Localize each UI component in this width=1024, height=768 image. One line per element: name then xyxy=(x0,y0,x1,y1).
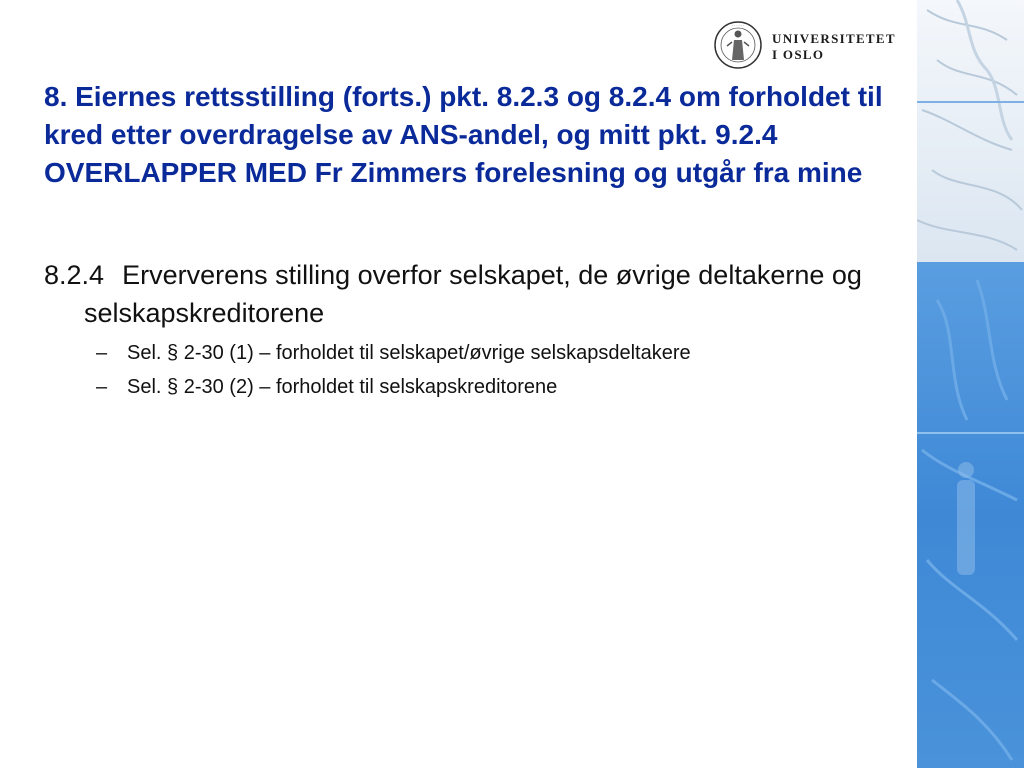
sub-bullet-dash: – xyxy=(96,342,108,364)
logo-text-line2: I OSLO xyxy=(772,47,825,62)
main-bullet-number: 8.2.4 xyxy=(44,260,105,290)
main-bullet-text: Erververens stilling overfor selskapet, de øvrige deltakerne og selskapskreditorene xyxy=(84,260,862,328)
slide-body xyxy=(44,256,904,406)
decorative-band-graphic xyxy=(917,0,1024,768)
sub-bullet-dash: – xyxy=(96,376,108,398)
sub-bullet-text: Sel. § 2-30 (1) – forholdet til selskapet/øvrige selskapsdeltakere xyxy=(127,342,691,364)
slide-title: 8. Eiernes rettsstilling (forts.) pkt. 8.2.3 og 8.2.4 om forholdet til kred etter overdragelse av ANS-andel, og mitt pkt. 9.2.4 OVERLAPPER MED Fr Zimmers forelesning og utgår fra mine xyxy=(44,81,883,188)
logo-text-line1: UNIVERSITETET xyxy=(772,31,896,46)
sub-bullet-list xyxy=(44,338,904,402)
svg-text:· · · · · ·: · · · · · · xyxy=(731,23,745,28)
university-seal-icon xyxy=(713,20,763,70)
sub-bullet-item xyxy=(44,338,904,368)
university-logo xyxy=(713,20,903,72)
side-decoration xyxy=(917,0,1024,768)
sub-bullet-text: Sel. § 2-30 (2) – forholdet til selskapskreditorene xyxy=(127,376,558,398)
main-bullet xyxy=(44,256,904,332)
sub-bullet-item xyxy=(44,372,904,402)
